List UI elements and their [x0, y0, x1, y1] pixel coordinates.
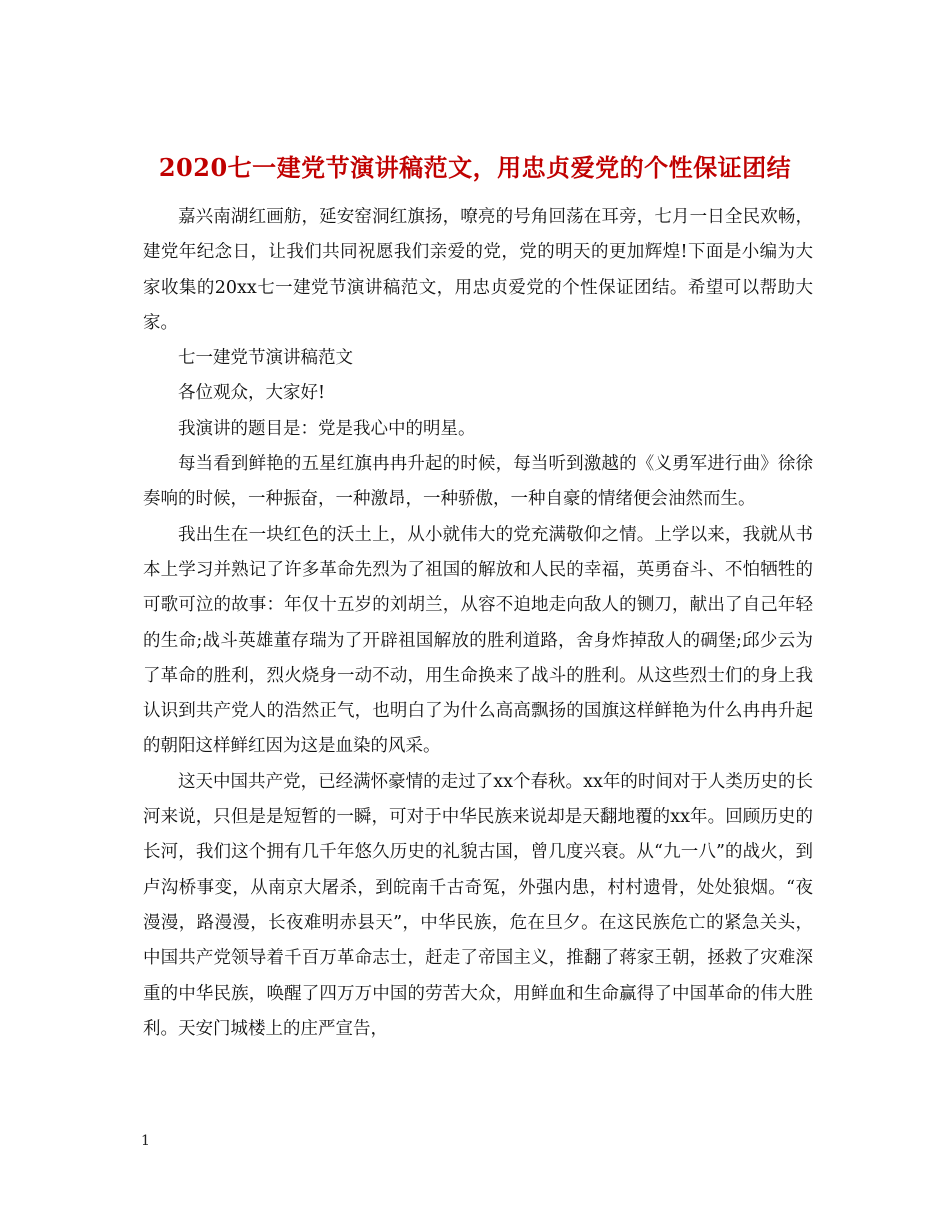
paragraph-intro: 嘉兴南湖红画舫，延安窑洞红旗扬，嘹亮的号角回荡在耳旁，七月一日全民欢畅，建党年纪念日，让我们共同祝愿我们亲爱的党，党的明天的更加辉煌!下面是小编为大家收集的20xx七一建党节演讲稿范文，用忠贞爱党的个性保证团结。希望可以帮助大家。: [143, 207, 813, 333]
paragraph-heroes: 我出生在一块红色的沃土上，从小就伟大的党充满敬仰之情。上学以来，我就从书本上学习并熟记了许多革命先烈为了祖国的解放和人民的幸福，英勇奋斗、不怕牺牲的可歌可泣的故事：年仅十五岁的刘胡兰，从容不迫地走向敌人的铡刀，献出了自己年轻的生命;战斗英雄董存瑞为了开辟祖国解放的胜利道路，舍身炸掉敌人的碉堡;邱少云为了革命的胜利，烈火烧身一动不动，用生命换来了战斗的胜利。从这些烈士们的身上我认识到共产党人的浩然正气，也明白了为什么高高飘扬的国旗这样鲜艳为什么冉冉升起的朝阳这样鲜红因为这是血染的风采。: [143, 524, 813, 757]
document-body: [143, 200, 813, 1047]
document-title: 2020七一建党节演讲稿范文，用忠贞爱党的个性保证团结: [158, 153, 792, 183]
page-number: 1: [141, 1133, 150, 1149]
paragraph-flag: 每当看到鲜艳的五星红旗冉冉升起的时候，每当听到激越的《义勇军进行曲》徐徐奏响的时候，一种振奋，一种激昂，一种骄傲，一种自豪的情绪便会油然而生。: [143, 454, 813, 510]
paragraph-topic: 我演讲的题目是：党是我心中的明星。: [178, 418, 476, 439]
paragraph-greeting: 各位观众，大家好!: [178, 383, 326, 404]
paragraph-history: 这天中国共产党，已经满怀豪情的走过了xx个春秋。xx年的时间对于人类历史的长河来说，只但是是短暂的一瞬，可对于中华民族来说却是天翻地覆的xx年。回顾历史的长河，我们这个拥有几千年悠久历史的礼貌古国，曾几度兴衰。从“九一八”的战火，到卢沟桥事变，从南京大屠杀，到皖南千古奇冤，外强内患，村村遗骨，处处狼烟。“夜漫漫，路漫漫，长夜难明赤县天”，中华民族，危在旦夕。在这民族危亡的紧急关头，中国共产党领导着千百万革命志士，赶走了帝国主义，推翻了蒋家王朝，拯救了灾难深重的中华民族，唤醒了四万万中国的劳苦大众，用鲜血和生命赢得了中国革命的伟大胜利。天安门城楼上的庄严宣告，: [143, 771, 813, 1039]
paragraph-subtitle: 七一建党节演讲稿范文: [178, 348, 353, 369]
